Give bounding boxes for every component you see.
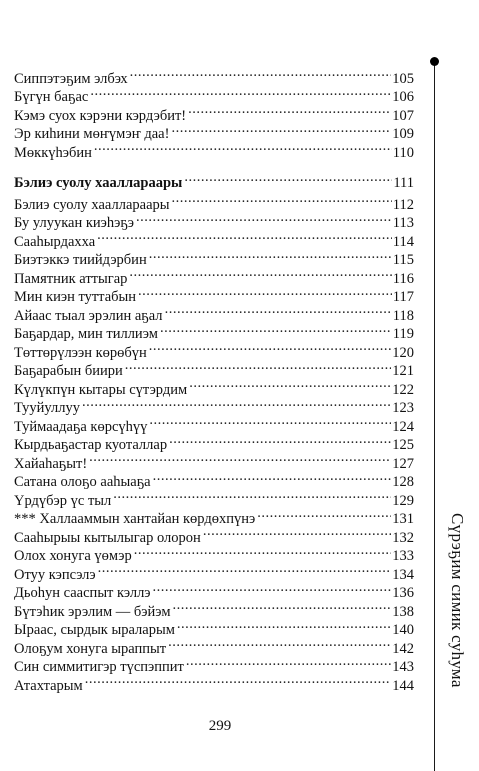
toc-entry-title: Тууйуллуу xyxy=(14,400,80,416)
toc-entry-page: 105 xyxy=(392,70,414,87)
toc-entry-title: Биэтэккэ тиийдэрбин xyxy=(14,252,147,268)
toc-entry-title: Атахтарым xyxy=(14,677,83,694)
dot-leader xyxy=(134,542,391,561)
running-head-text: Сүрэҕим симик суһума xyxy=(448,512,467,688)
margin-rule xyxy=(434,58,435,771)
toc-entry-page: 128 xyxy=(392,474,414,490)
toc-entry-page: 113 xyxy=(392,215,414,231)
toc-entry-page: 127 xyxy=(392,455,414,472)
dot-leader xyxy=(129,264,391,283)
toc-entry xyxy=(14,64,414,87)
dot-leader xyxy=(98,560,392,579)
dot-leader xyxy=(89,449,391,468)
toc-entry-page: 122 xyxy=(392,381,414,398)
section-page: 111 xyxy=(393,175,414,191)
toc-entry-title: Сиппэтэҕим элбэх xyxy=(14,70,128,87)
dot-leader xyxy=(82,394,391,413)
dot-leader xyxy=(153,468,392,487)
toc-entry-title: *** Халлааммын хантайан көрдөхпүнэ xyxy=(14,511,256,527)
toc-entry-page: 124 xyxy=(392,418,414,435)
toc-entry-page: 106 xyxy=(392,89,414,105)
toc-entry-title: Памятник аттыгар xyxy=(14,270,128,287)
toc-entry-page: 118 xyxy=(392,307,414,324)
dot-leader xyxy=(257,505,391,524)
table-of-contents xyxy=(14,64,414,694)
toc-entry-title: Дьоһун сааспыт кэллэ xyxy=(14,585,151,601)
dot-leader xyxy=(85,671,392,690)
toc-entry-title: Ыраас, сырдык ыраларым xyxy=(14,622,175,638)
dot-leader xyxy=(189,375,391,394)
toc-entry-title: Айаас тыал эрэлин аҕал xyxy=(14,307,163,324)
toc-entry-page: 109 xyxy=(392,126,414,142)
dot-leader xyxy=(165,301,392,320)
dot-leader xyxy=(173,597,392,616)
toc-entry-page: 134 xyxy=(392,566,414,583)
toc-entry-title: Сааһырдахха xyxy=(14,233,96,250)
dot-leader xyxy=(171,120,391,139)
dot-leader xyxy=(186,653,391,672)
dot-leader xyxy=(138,283,392,302)
toc-entry-page: 140 xyxy=(392,622,414,638)
toc-entry-title: Бүтэһик эрэлим — бэйэм xyxy=(14,603,171,620)
toc-entry-page: 110 xyxy=(392,144,414,161)
dot-leader xyxy=(113,486,391,505)
toc-entry-page: 136 xyxy=(392,585,414,601)
toc-entry-page: 117 xyxy=(392,289,414,305)
toc-entry-title: Бүгүн баҕас xyxy=(14,89,89,105)
dot-leader xyxy=(149,412,391,431)
dot-leader xyxy=(203,523,391,542)
toc-entry-title: Кэмэ суох кэрэни кэрдэбит! xyxy=(14,107,187,124)
toc-entry-title: Сааһырыы кытылыгар олорон xyxy=(14,529,201,546)
toc-entry-title: Син симмитигэр түспэппит xyxy=(14,659,184,675)
toc-entry-title: Хайаһаҕыт! xyxy=(14,455,88,472)
toc-entry-title: Олоҕум хонуга ыраппыт xyxy=(14,640,167,657)
toc-entry-title: Туймаадаҕа көрсүһүү xyxy=(14,418,148,435)
dot-leader xyxy=(160,320,392,339)
toc-group-1 xyxy=(14,64,414,161)
toc-entry-title: Бэлиэ суолу хааллараары xyxy=(14,196,170,213)
dot-leader xyxy=(149,338,391,357)
dot-leader xyxy=(97,227,392,246)
dot-leader xyxy=(177,616,391,635)
dot-leader xyxy=(184,169,392,188)
toc-entry-title: Отуу кэпсэлэ xyxy=(14,566,96,583)
dot-leader xyxy=(90,83,391,102)
toc-entry-title: Баҕардар, мин тиллиэм xyxy=(14,326,158,342)
toc-entry-page: 120 xyxy=(392,344,414,361)
toc-entry-page: 129 xyxy=(392,492,414,509)
section-title: Бэлиэ суолу хааллараары xyxy=(14,175,183,191)
toc-entry-page: 121 xyxy=(392,363,414,379)
toc-entry-page: 114 xyxy=(392,233,414,250)
toc-entry-title: Эр киһини мөҥүмэҥ даа! xyxy=(14,126,170,142)
toc-entry-page: 143 xyxy=(392,659,414,675)
dot-leader xyxy=(149,246,392,265)
dot-leader xyxy=(172,190,392,209)
toc-entry-page: 125 xyxy=(392,437,414,453)
toc-group-2 xyxy=(14,190,414,694)
toc-entry-page: 107 xyxy=(392,107,414,124)
toc-entry-page: 119 xyxy=(392,326,414,342)
toc-entry-page: 123 xyxy=(392,400,414,416)
margin-rule-bullet xyxy=(430,57,439,66)
toc-entry-title: Мөккүһэбин xyxy=(14,144,92,161)
dot-leader xyxy=(136,209,392,228)
dot-leader xyxy=(94,138,392,157)
toc-entry-page: 132 xyxy=(392,529,414,546)
toc-entry-page: 133 xyxy=(392,548,414,564)
dot-leader xyxy=(188,101,391,120)
dot-leader xyxy=(153,579,392,598)
page-number: 299 xyxy=(208,718,232,734)
toc-entry-page: 142 xyxy=(392,640,414,657)
toc-entry-title: Үрдүбэр үс тыл xyxy=(14,492,112,509)
toc-entry-title: Сатана олоҕо ааһыаҕа xyxy=(14,474,151,490)
toc-entry-title: Бу улуукан киэһэҕэ xyxy=(14,215,135,231)
toc-entry-title: Төттөрүлээн көрөбүн xyxy=(14,344,147,361)
toc-entry-page: 112 xyxy=(392,196,414,213)
toc-entry-page: 116 xyxy=(392,270,414,287)
toc-entry-title: Мин киэн туттабын xyxy=(14,289,137,305)
toc-entry-title: Олох хонуга үөмэр xyxy=(14,548,132,564)
toc-entry-title: Баҕарабын биири xyxy=(14,363,123,379)
toc-entry-title: Кырдьаҕастар куоталлар xyxy=(14,437,168,453)
dot-leader xyxy=(169,431,391,450)
toc-entry-title: Күлүкпүн кытары сүтэрдим xyxy=(14,381,188,398)
dot-leader xyxy=(130,64,392,83)
toc-entry-page: 144 xyxy=(392,677,414,694)
toc-entry xyxy=(14,190,414,213)
toc-entry-page: 138 xyxy=(392,603,414,620)
running-head xyxy=(442,500,472,700)
toc-section-heading xyxy=(14,169,414,191)
dot-leader xyxy=(168,634,391,653)
toc-entry-page: 131 xyxy=(392,511,414,527)
toc-entry-page: 115 xyxy=(392,252,414,268)
dot-leader xyxy=(125,357,391,376)
